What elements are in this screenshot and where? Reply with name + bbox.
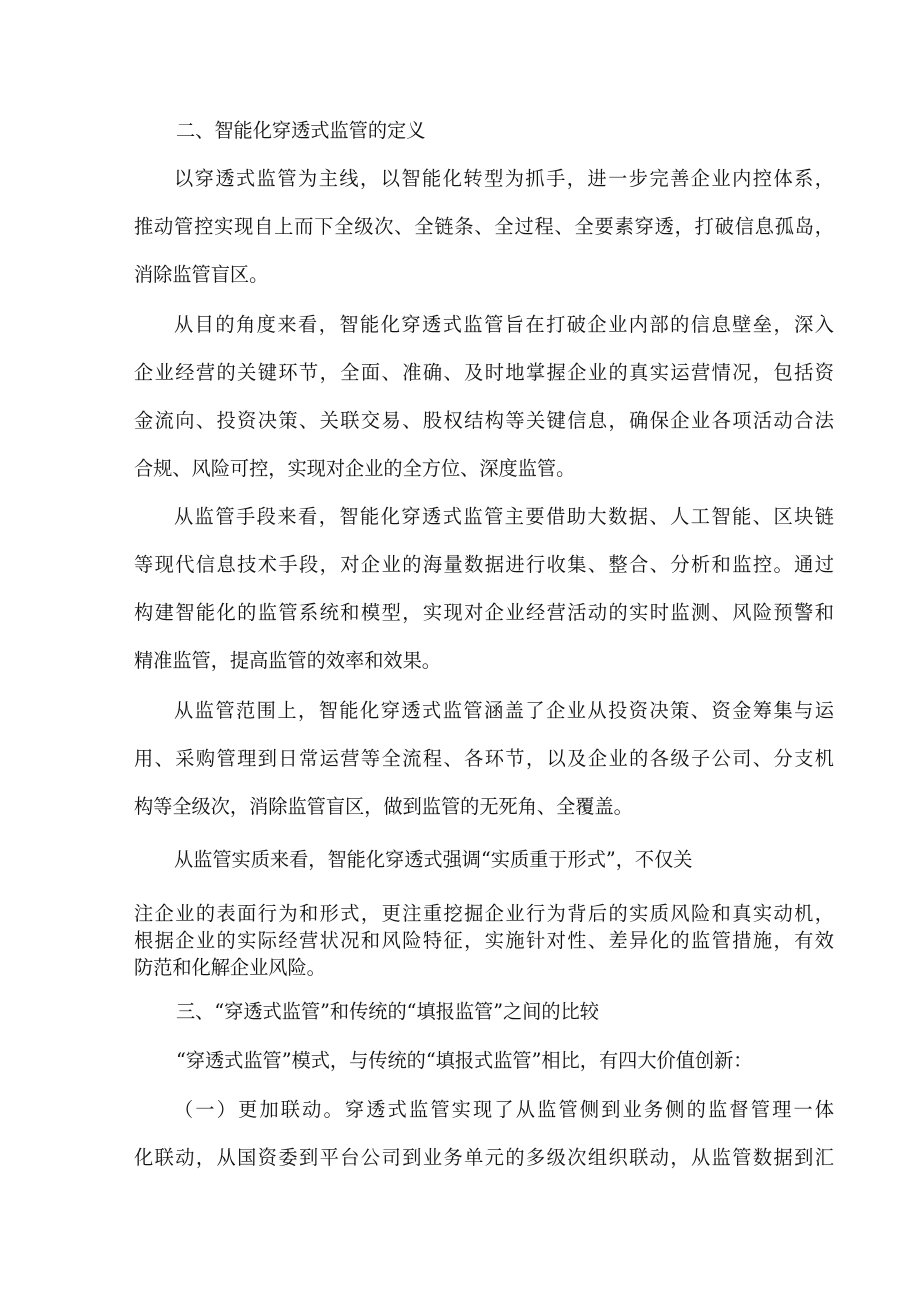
paragraph-line: 注企业的表面行为和形式，更注重挖掘企业行为背后的实质风险和真实动机， [134, 902, 834, 925]
section-heading-3: 三、“穿透式监管”和传统的“填报监管”之间的比较 [176, 1000, 599, 1023]
paragraph-line: “穿透式监管”模式，与传统的“填报式监管”相比，有四大价值创新： [176, 1049, 753, 1072]
paragraph-line: 从监管实质来看，智能化穿透式强调“实质重于形式”，不仅关 [174, 848, 693, 871]
paragraph-line: 合规、风险可控，实现对企业的全方位、深度监管。 [134, 457, 576, 480]
paragraph-line: 金流向、投资决策、关联交易、股权结构等关键信息，确保企业各项活动合法 [134, 409, 834, 432]
paragraph-line: 企业经营的关键环节，全面、准确、及时地掌握企业的真实运营情况，包括资 [134, 361, 834, 384]
paragraph-line: 推动管控实现自上而下全级次、全链条、全过程、全要素穿透，打破信息孤岛， [134, 215, 834, 238]
paragraph-line: 等现代信息技术手段，对企业的海量数据进行收集、整合、分析和监控。通过 [134, 553, 834, 576]
section-heading-2: 二、智能化穿透式监管的定义 [176, 119, 426, 142]
paragraph-line: 以穿透式监管为主线，以智能化转型为抓手，进一步完善企业内控体系， [174, 167, 834, 190]
paragraph-line: 构等全级次，消除监管盲区，做到监管的无死角、全覆盖。 [134, 795, 633, 818]
paragraph-line: 从目的角度来看，智能化穿透式监管旨在打破企业内部的信息壁垒，深入 [174, 313, 834, 336]
paragraph-line: 构建智能化的监管系统和模型，实现对企业经营活动的实时监测、风险预警和 [134, 601, 834, 624]
paragraph-line: 消除监管盲区。 [134, 263, 269, 286]
paragraph-line: 从监管范围上，智能化穿透式监管涵盖了企业从投资决策、资金筹集与运 [174, 699, 834, 722]
paragraph-line: 防范和化解企业风险。 [134, 956, 326, 979]
paragraph-line: 从监管手段来看，智能化穿透式监管主要借助大数据、人工智能、区块链 [174, 505, 834, 528]
paragraph-line: 根据企业的实际经营状况和风险特征，实施针对性、差异化的监管措施，有效 [134, 929, 834, 952]
paragraph-line: 化联动，从国资委到平台公司到业务单元的多级次组织联动，从监管数据到汇 [134, 1146, 834, 1169]
paragraph-line: 用、采购管理到日常运营等全流程、各环节，以及企业的各级子公司、分支机 [134, 747, 834, 770]
paragraph-line: （一）更加联动。穿透式监管实现了从监管侧到业务侧的监督管理一体 [174, 1098, 834, 1121]
paragraph-line: 精准监管，提高监管的效率和效果。 [134, 649, 441, 672]
